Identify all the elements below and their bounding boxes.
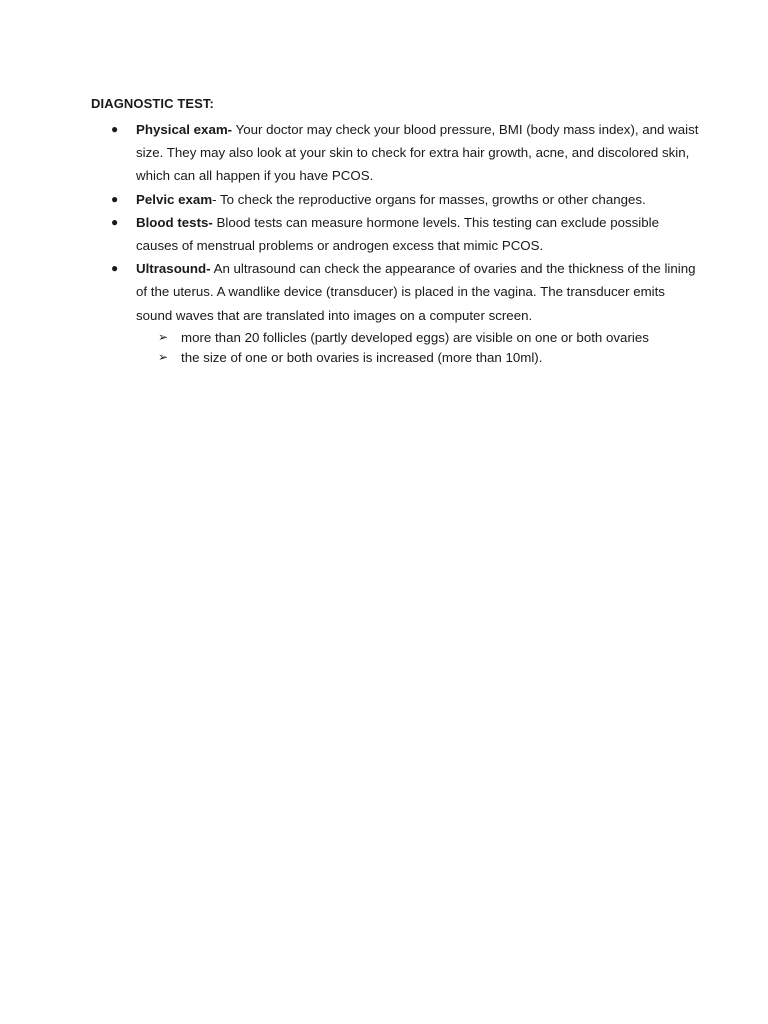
item-term: Physical exam- (136, 122, 233, 137)
item-term: Blood tests- (136, 214, 213, 230)
item-text: Blood tests can measure hormone levels. This testing can exclude possible causes of menstrual problems or androgen excess that mimic PCOS. (136, 214, 660, 254)
diagnostic-test-list (0, 118, 700, 368)
sub-item-text: more than 20 follicles (partly developed eggs) are visible on one or both ovaries (181, 329, 649, 345)
arrow-bullet-icon: ➢ (158, 350, 169, 365)
bullet-icon: ● (111, 261, 119, 276)
section-heading: DIAGNOSTIC TEST: (91, 96, 214, 111)
sub-list-item (136, 328, 700, 348)
sub-list-item (136, 348, 700, 368)
item-text: An ultrasound can check the appearance of ovaries and the thickness of the lining of the uterus. A wandlike device (transducer) is placed in the vagina. The transducer emits sound waves that are translated into images on a computer screen. (136, 261, 696, 323)
list-item-blood-tests (0, 211, 700, 257)
item-text: - To check the reproductive organs for masses, growths or other changes. (212, 191, 646, 207)
list-item-pelvic-exam (0, 188, 700, 211)
item-text: Your doctor may check your blood pressure, BMI (body mass index), and waist size. They may also look at your skin to check for extra hair growth, acne, and discolored skin, which can all happen if you have PCOS. (136, 122, 699, 184)
arrow-bullet-icon: ➢ (158, 329, 169, 344)
ultrasound-findings-list (136, 328, 700, 368)
bullet-icon: ● (111, 122, 119, 136)
bullet-icon: ● (111, 214, 119, 229)
sub-item-text: the size of one or both ovaries is increased (more than 10ml). (181, 350, 543, 366)
list-item-ultrasound (0, 257, 700, 368)
list-item-physical-exam (0, 118, 700, 188)
item-term: Pelvic exam (136, 191, 213, 207)
bullet-icon: ● (111, 191, 119, 206)
item-term: Ultrasound- (136, 261, 211, 277)
